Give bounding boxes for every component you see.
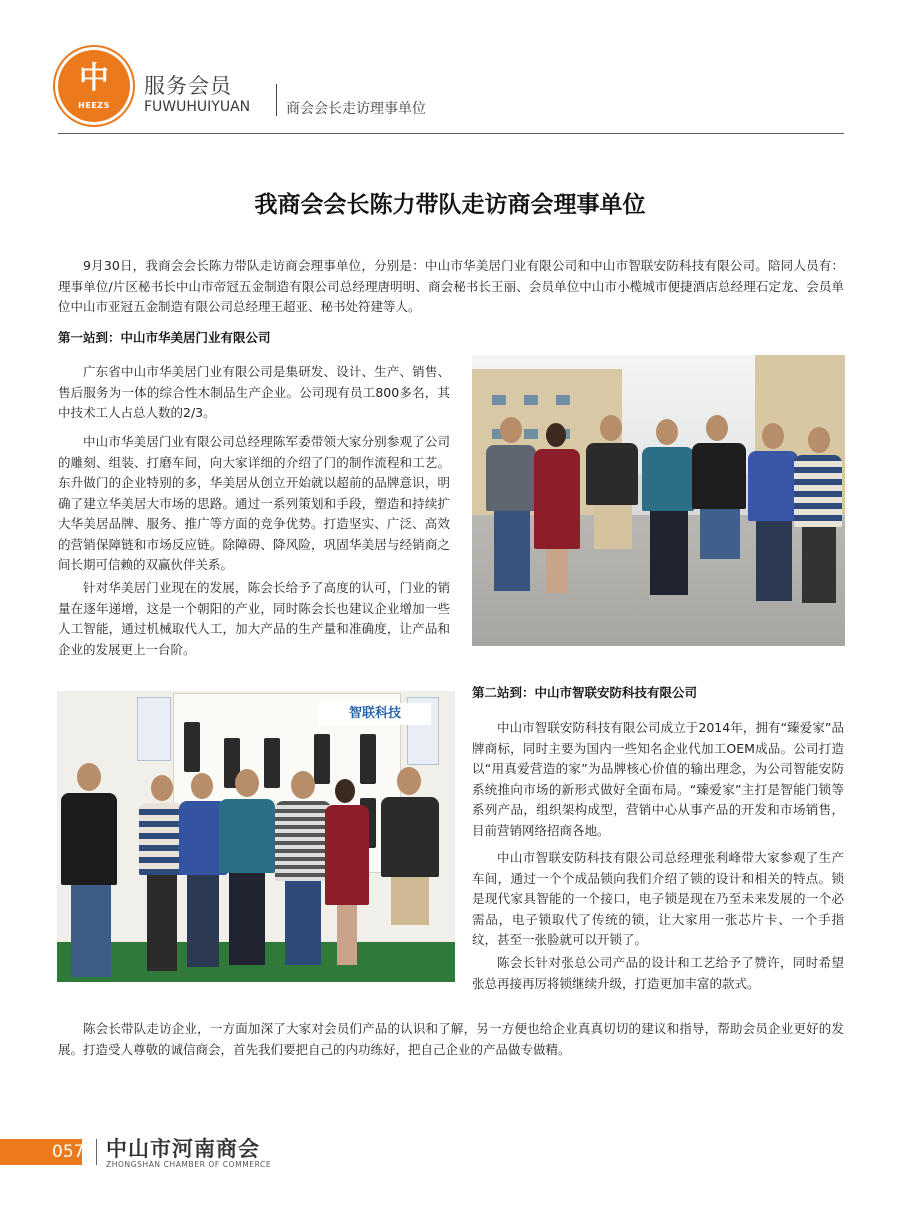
section-subtitle: 商会会长走访理事单位: [286, 101, 426, 117]
closing-paragraph: 陈会长带队走访企业，一方面加深了大家对会员们产品的认识和了解，另一方便也给企业真真切切的建议和指导，帮助会员企业更好的发展。打造受人尊敬的诚信商会，首先我们要把自己的内功练好，把自己企业的产品做专做精。: [58, 1021, 844, 1057]
station-1-heading: 第一站到：中山市华美居门业有限公司: [58, 330, 271, 345]
intro-paragraph: 9月30日，我商会会长陈力带队走访商会理事单位，分别是：中山市华美居门业有限公司和中山市智联安防科技有限公司。陪同人员有：理事单位/片区秘书长中山市帝冠五金制造有限公司总经理唐明明、商会秘书长王丽、会员单位中山市小榄城市便捷酒店总经理石定龙、会员单位中山市亚冠五金制造有限公司总经理王超亚、秘书处符建等人。: [58, 258, 844, 314]
station-2-paragraph-1: 中山市智联安防科技有限公司成立于2014年，拥有“臻爱家”品牌商标，同时主要为国内一些知名企业代加工OEM成品。公司打造以“用真爱营造的家”为品牌核心价值的输出理念，为公司智能安防系统推向市场的新形式做好全面布局。“臻爱家”主打是智能门锁等系列产品，组织架构成型，营销中心从事产品的开发和市场销售，目前营销网络招商各地。: [472, 720, 844, 838]
photo-window: [556, 395, 570, 405]
chamber-logo: [58, 50, 130, 122]
brand-sign: 智联科技: [319, 703, 431, 725]
photo-window: [524, 395, 538, 405]
showroom-group-photo: [57, 691, 455, 982]
footer-divider: [96, 1139, 97, 1165]
station-2-paragraph-3: 陈会长针对张总公司产品的设计和工艺给予了赞许，同时希望张总再接再厉将锁继续升级，打造更加丰富的款式。: [472, 955, 844, 991]
station-2-heading: 第二站到：中山市智联安防科技有限公司: [472, 685, 698, 700]
station-2-paragraph-2: 中山市智联安防科技有限公司总经理张利峰带大家参观了生产车间，通过一个个成品锁向我们介绍了锁的设计和相关的特点。锁是现代家具智能的一个接口，电子锁是现在乃至未来发展的一个必需品，电子锁取代了传统的锁，让大家用一张芯片卡、一个手指纹，甚至一张脸就可以开锁了。: [472, 850, 844, 947]
section-title-cn: 服务会员: [144, 74, 232, 98]
photo-poster: [137, 697, 171, 761]
logo-glyph: 中: [79, 61, 109, 96]
station-1-paragraph-2: 中山市华美居门业有限公司总经理陈军委带领大家分别参观了公司的雕刻、组装、打磨车间，向大家详细的介绍了门的制作流程和工艺。东升做门的企业特别的多，华美居从创立开始就以超前的品牌意识，明确了建立华美居大市场的思路。通过一系列策划和手段，塑造和持续扩大华美居品牌、服务、推广等方面的竞争优势。打造坚实、广泛、高效的营销保障链和市场反应链。除障碍、降风险，巩固华美居与经销商之间长期可信赖的双赢伙伴关系。: [58, 434, 450, 572]
photo-window: [524, 429, 538, 439]
station-1-paragraph-3: 针对华美居门业现在的发展，陈会长给予了高度的认可，门业的销量在逐年递增，这是一个朝阳的产业，同时陈会长也建议企业增加一些人工智能，通过机械取代人工，加大产品的生产量和准确度，让产品和企业的发展更上一台阶。: [58, 580, 450, 657]
header-divider: [276, 84, 277, 116]
page-number: 057: [52, 1142, 85, 1162]
section-title-en: FUWUHUIYUAN: [144, 99, 251, 115]
article-title: 我商会会长陈力带队走访商会理事单位: [254, 192, 646, 218]
photo-window: [492, 395, 506, 405]
factory-group-photo: [472, 355, 845, 646]
station-1-paragraph-1: 广东省中山市华美居门业有限公司是集研发、设计、生产、销售、售后服务为一体的综合性木制品生产企业。公司现有员工800多名，其中技术工人占总人数的2/3。: [58, 364, 450, 420]
logo-text: HEEZS: [78, 101, 110, 110]
footer-org-en: ZHONGSHAN CHAMBER OF COMMERCE: [106, 1160, 272, 1169]
footer-org-cn: 中山市河南商会: [106, 1136, 260, 1161]
header-rule: [58, 133, 844, 134]
